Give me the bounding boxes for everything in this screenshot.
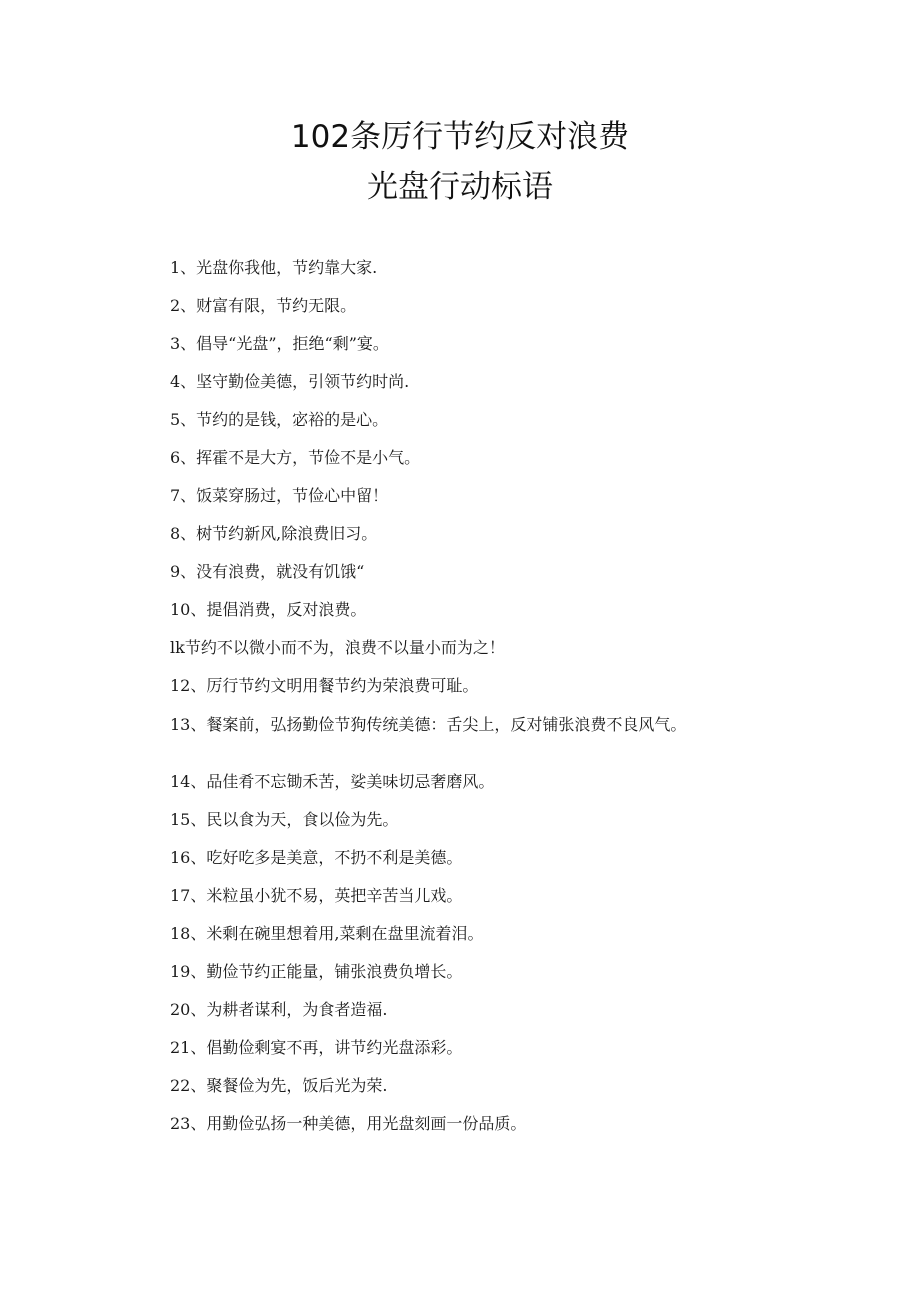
slogan-item: 2、财富有限，节约无限。 bbox=[170, 296, 357, 315]
slogan-item: 15、民以食为天，食以俭为先。 bbox=[170, 810, 399, 829]
slogan-item: 21、倡勤俭剩宴不再，讲节约光盘添彩。 bbox=[170, 1038, 463, 1057]
slogan-item: 9、没有浪费，就没有饥饿“ bbox=[170, 562, 365, 581]
document-title bbox=[0, 112, 920, 212]
slogan-item: 13、餐案前，弘扬勤俭节狗传统美德：舌尖上，反对铺张浪费不良风气。 bbox=[170, 715, 687, 734]
slogan-item: 4、坚守勤俭美德，引领节约时尚. bbox=[170, 372, 410, 391]
slogan-item: 10、提倡消费，反对浪费。 bbox=[170, 600, 367, 619]
slogan-item: 16、吃好吃多是美意，不扔不利是美德。 bbox=[170, 848, 463, 867]
title-line-2: 光盘行动标语 bbox=[367, 169, 553, 205]
slogan-item: 19、勤俭节约正能量，铺张浪费负增长。 bbox=[170, 962, 463, 981]
slogan-item: 12、厉行节约文明用餐节约为荣浪费可耻。 bbox=[170, 676, 479, 695]
slogan-item: 23、用勤俭弘扬一种美德，用光盘刻画一份品质。 bbox=[170, 1114, 527, 1133]
slogan-item: 3、倡导“光盘”，拒绝“剩”宴。 bbox=[170, 334, 389, 353]
slogan-item: 17、米粒虽小犹不易，英把辛苦当儿戏。 bbox=[170, 886, 463, 905]
slogan-item: 22、聚餐俭为先，饭后光为荣. bbox=[170, 1076, 388, 1095]
title-line-1: 102条厉行节约反对浪费 bbox=[290, 119, 630, 155]
slogan-list bbox=[170, 258, 740, 1152]
slogan-item: 6、挥霍不是大方，节俭不是小气。 bbox=[170, 448, 421, 467]
slogan-item: 20、为耕者谋利，为食者造福. bbox=[170, 1000, 388, 1019]
slogan-item: 18、米剩在碗里想着用,菜剩在盘里流着泪。 bbox=[170, 924, 484, 943]
slogan-item: 7、饭菜穿肠过，节俭心中留！ bbox=[170, 486, 389, 505]
slogan-item: 8、树节约新风,除浪费旧习。 bbox=[170, 524, 378, 543]
slogan-item: 5、节约的是钱，宓裕的是心。 bbox=[170, 410, 389, 429]
slogan-item: 1、光盘你我他，节约靠大家. bbox=[170, 258, 378, 277]
slogan-item: lk节约不以微小而不为，浪费不以量小而为之！ bbox=[170, 638, 505, 657]
slogan-item: 14、品佳肴不忘锄禾苦，娑美味切忌奢磨风。 bbox=[170, 772, 495, 791]
